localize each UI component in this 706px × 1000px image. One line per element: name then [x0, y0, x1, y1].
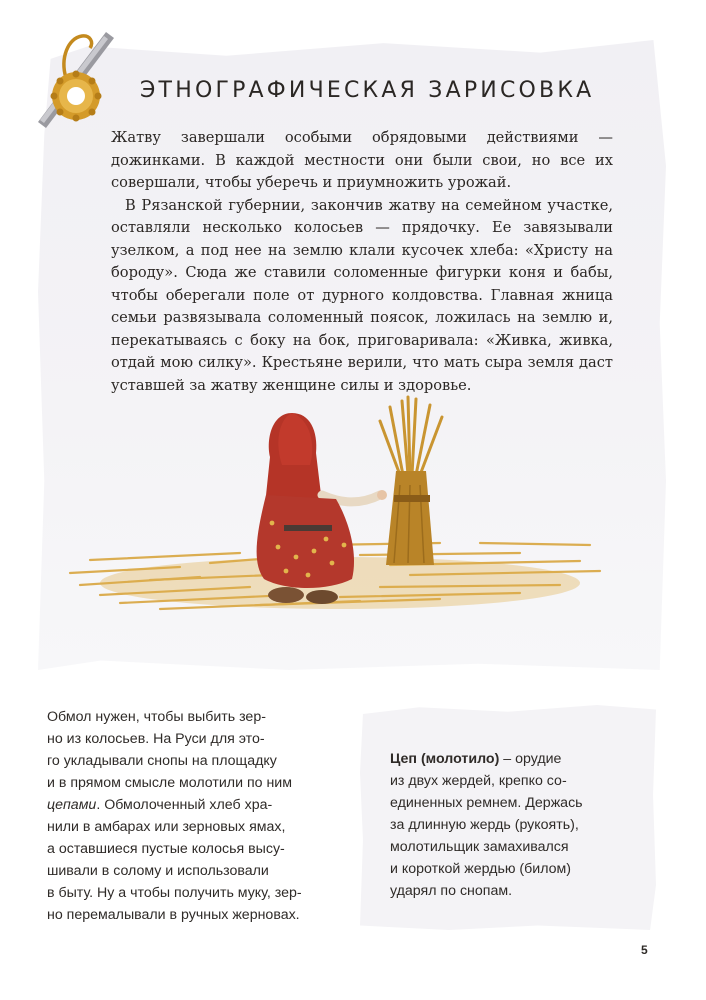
definition-line: единенных ремнем. Держась: [390, 795, 583, 811]
definition-line: [390, 748, 660, 770]
main-article: [111, 127, 613, 397]
threshing-line: нили в амбарах или зерновых ямах,: [47, 819, 286, 835]
threshing-line: и в прямом смысле молотили по ним: [47, 775, 292, 791]
definition-term: Цеп (молотило): [390, 751, 500, 767]
threshing-line-rest: . Обмолоченный хлеб хра-: [96, 797, 273, 813]
threshing-line: а оставшиеся пустые колосья высу-: [47, 841, 285, 857]
threshing-line: го укладывали снопы на площадку: [47, 753, 277, 769]
temple-ring-ornament-icon: [30, 24, 122, 136]
definition-line: молотильщик замахивался: [390, 839, 569, 855]
threshing-line: [47, 794, 347, 816]
threshing-line: Обмол нужен, чтобы выбить зер-: [47, 709, 266, 725]
threshing-line: но из колосьев. На Руси для это-: [47, 731, 265, 747]
definition-line: и короткой жердью (билом): [390, 861, 571, 877]
definition-line: за длинную жердь (рукоять),: [390, 817, 579, 833]
threshing-line: шивали в солому и использовали: [47, 863, 269, 879]
threshing-line: но перемалывали в ручных жерновах.: [47, 907, 300, 923]
page-number: 5: [641, 943, 648, 957]
threshing-line: в быту. Ну а чтобы получить муку, зер-: [47, 885, 302, 901]
definition-line: из двух жердей, крепко со-: [390, 773, 567, 789]
threshing-text: [47, 706, 347, 926]
flail-definition: [390, 748, 660, 902]
section-heading: ЭТНОГРАФИЧЕСКАЯ ЗАРИСОВКА: [140, 78, 595, 103]
kneeling-woman-with-wheat-sheaf: [60, 395, 620, 635]
definition-line: ударял по снопам.: [390, 883, 513, 899]
paragraph-dozhinki: Жатву завершали особыми обрядовыми действиями — дожинками. В каждой местности они были свои, но все их совершали, чтобы уберечь и приумножить урожай.: [111, 129, 613, 191]
definition-line-rest: – орудие: [499, 751, 562, 767]
flail-term-emphasis: цепами: [47, 797, 97, 813]
paragraph-ryazan: В Рязанской губернии, закончив жатву на семейном участке, оставляли несколько колосьев — прядочку. Ее завязывали узелком, а под нее на землю клали кусочек хлеба: «Христу на бороду». Сюда же ставили соломенные фигурки коня и бабы, чтобы оберегали поле от дурного колдовства. Главная жница семьи развязывала соломенный поясок, ложилась на землю и, перекатываясь с боку на бок, приговаривала: «Живка, живка, отдай мою силку». Крестьяне верили, что мать сыра земля даст уставшей за жатву женщине силы и здоровье.: [111, 196, 613, 394]
